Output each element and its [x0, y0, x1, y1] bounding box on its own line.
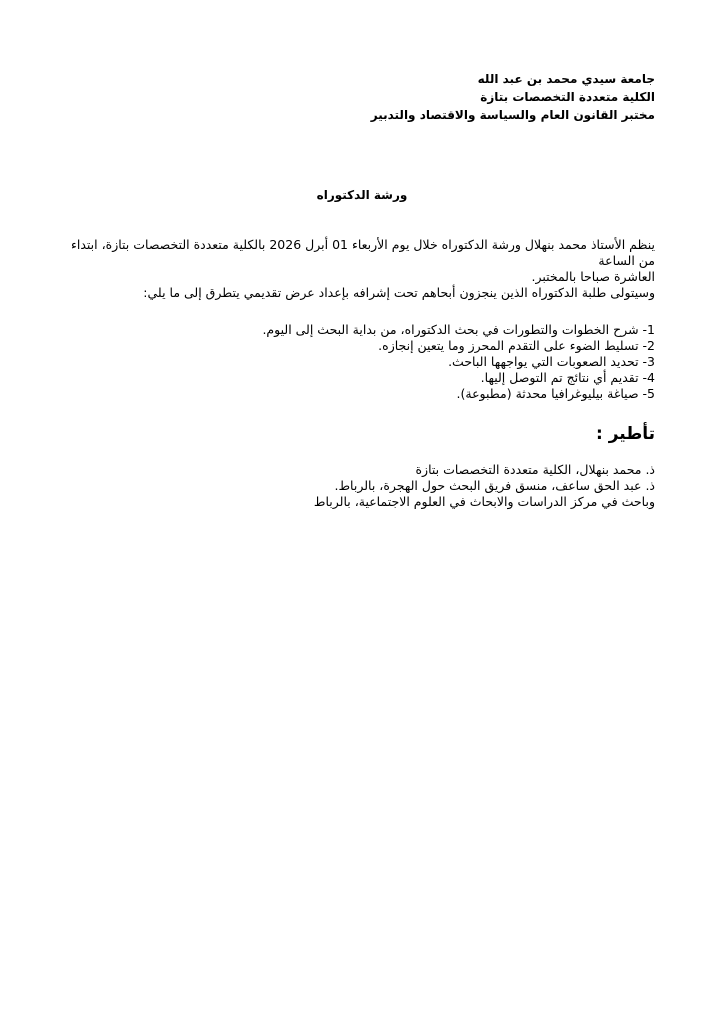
list-item: 1- شرح الخطوات والتطورات في بحث الدكتوراه، من بداية البحث إلى اليوم.	[262, 322, 655, 337]
page-title: ورشة الدكتوراه	[316, 188, 408, 202]
intro-paragraph	[65, 237, 655, 301]
intro-line: ينظم الأستاذ محمد بنهلال ورشة الدكتوراه خلال يوم الأربعاء 01 أبرل 2026 بالكلية متعددة التخصصات بتازة، ابتداء من الساعة	[71, 237, 655, 268]
list-item: 3- تحديد الصعوبات التي يواجهها الباحث.	[448, 354, 655, 369]
letterhead	[95, 70, 655, 124]
list-item: 2- تسليط الضوء على التقدم المحرز وما يتعين إنجازه.	[378, 338, 655, 353]
university-name: جامعة سيدي محمد بن عبد الله	[477, 72, 655, 86]
supervisors-list	[65, 462, 655, 510]
supervision-heading: تأطير :	[595, 424, 655, 444]
list-item: 4- تقديم أي نتائج تم التوصل إليها.	[480, 370, 655, 385]
supervisor-line: ذ. عبد الحق ساعف، منسق فريق البحث حول الهجرة، بالرباط.	[334, 478, 655, 493]
list-item: 5- صياغة بيليوغرافيا محدثة (مطبوعة).	[456, 386, 655, 401]
intro-line: العاشرة صباحا بالمختبر.	[531, 269, 655, 284]
topics-list	[65, 322, 655, 402]
supervisor-line: ذ. محمد بنهلال، الكلية متعددة التخصصات بتازة	[415, 462, 655, 477]
faculty-name: الكلية متعددة التخصصات بتازة	[480, 90, 655, 104]
lab-name: مختبر القانون العام والسياسة والاقتصاد والتدبير	[370, 108, 655, 122]
intro-line: وسيتولى طلبة الدكتوراه الذين ينجزون أبحاهم تحت إشرافه بإعداد عرض تقديمي يتطرق إلى ما يلي:	[143, 285, 655, 300]
supervisor-line: وباحث في مركز الدراسات والابحاث في العلوم الاجتماعية، بالرباط	[313, 494, 655, 509]
